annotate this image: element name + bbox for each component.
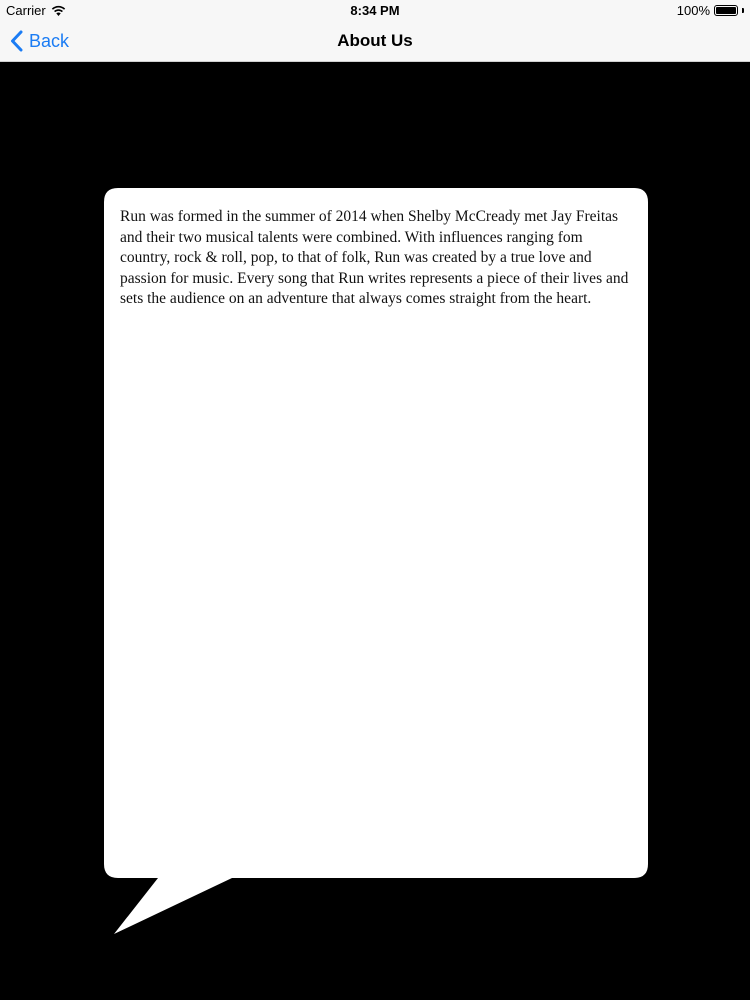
- back-button[interactable]: [10, 20, 69, 62]
- about-text: Run was formed in the summer of 2014 when Shelby McCready met Jay Freitas and their two musical talents were combined. With influences ranging fom country, rock & roll, pop, to that of folk, Run was created by a true love and passion for music. Every song that Run writes represents a piece of their lives and sets the audience on an adventure that always comes straight from the heart.: [120, 208, 629, 307]
- status-right: [677, 3, 744, 18]
- battery-percent: 100%: [676, 3, 710, 18]
- back-label: Back: [29, 30, 70, 51]
- battery-tip: [742, 8, 744, 13]
- battery-icon: [714, 5, 738, 16]
- status-time: 8:34 PM: [350, 3, 400, 18]
- content-area: [0, 62, 750, 1000]
- carrier-label: Carrier: [6, 3, 46, 18]
- battery-fill: [716, 7, 736, 14]
- navigation-bar: [0, 20, 750, 62]
- chevron-left-icon: [10, 30, 23, 52]
- status-bar: [0, 0, 750, 20]
- speech-bubble: [0, 62, 750, 1000]
- page-title: About Us: [337, 31, 413, 50]
